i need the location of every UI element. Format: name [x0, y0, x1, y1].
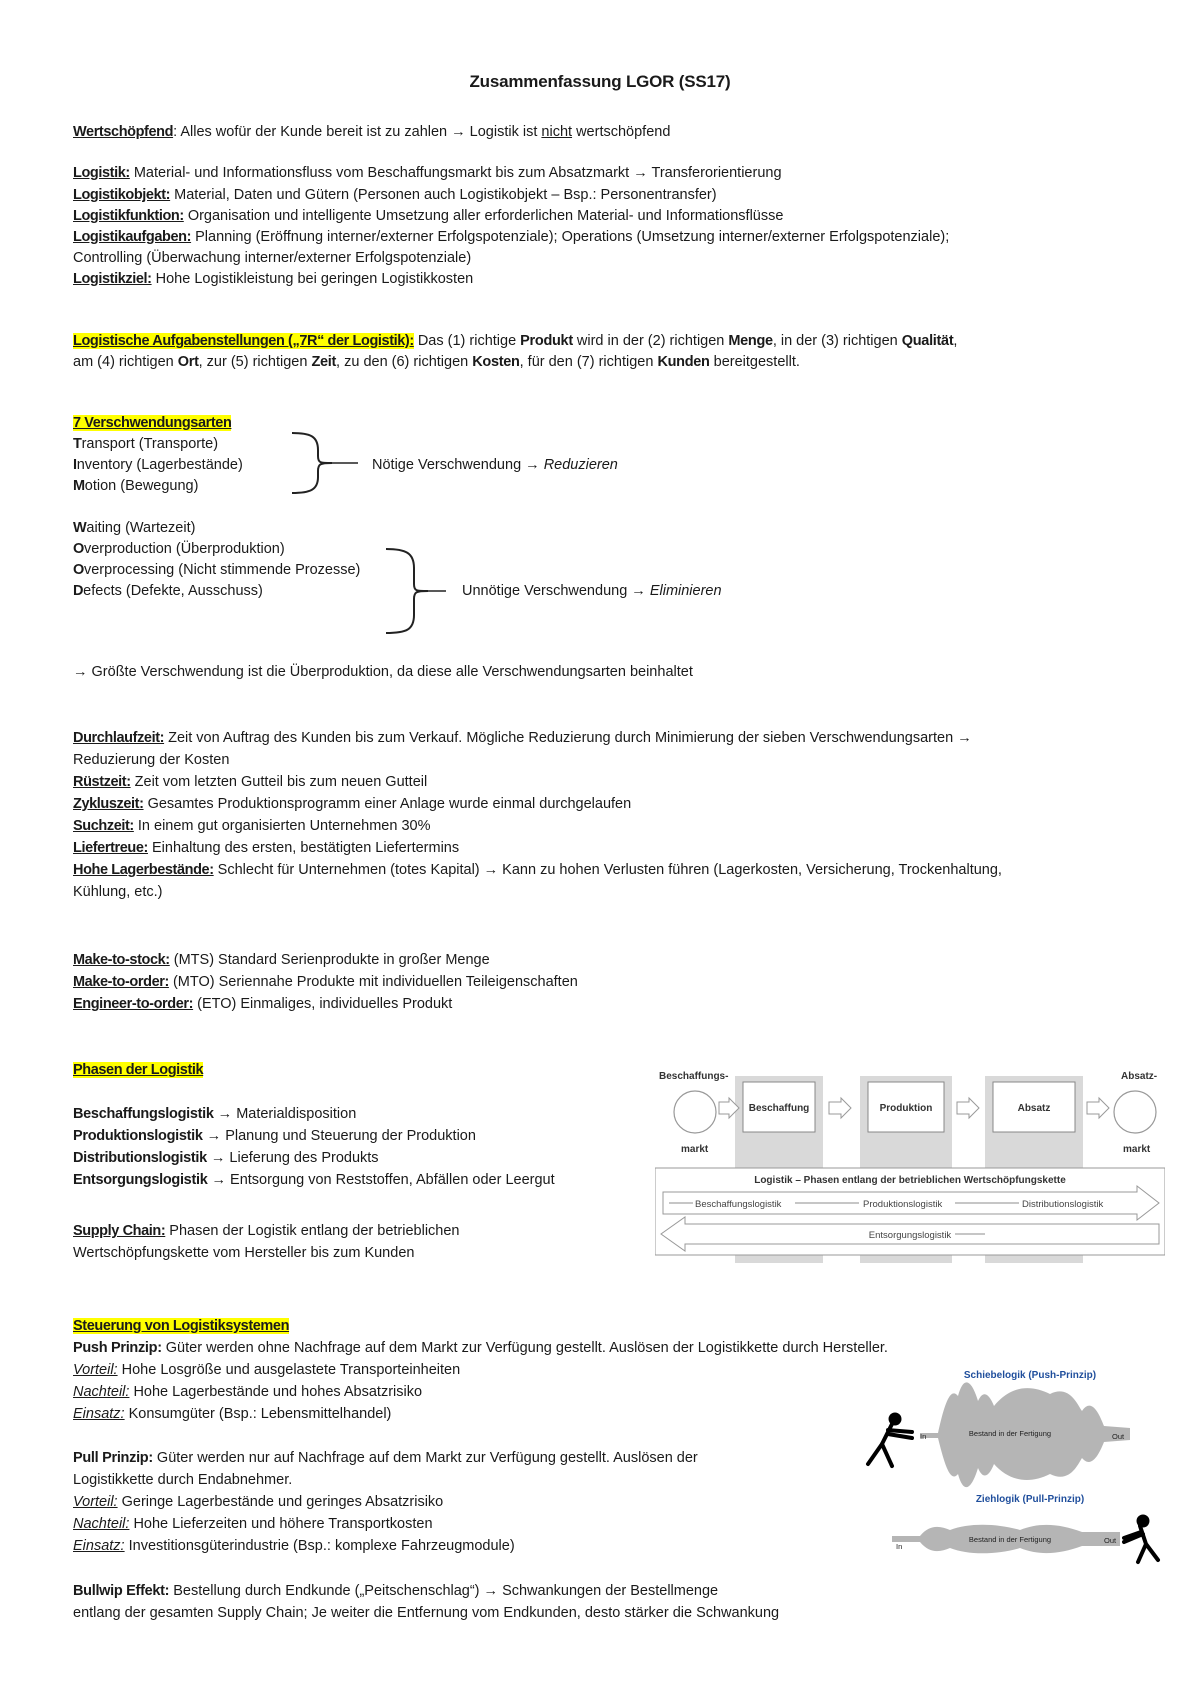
logistikobjekt-def [73, 184, 717, 206]
phase-text: → Lieferung des Produkts [206, 1150, 379, 1166]
arrow-produktionslogistik: Produktionslogistik [863, 1199, 943, 1210]
bullwip-def [73, 1580, 718, 1602]
r-text: bereitgestellt. [709, 354, 800, 370]
logistikziel-def [73, 268, 473, 290]
waste-item [73, 475, 198, 497]
waste-item [73, 433, 218, 455]
wertschoepfend-term: Wertschöpfend [73, 124, 174, 140]
push-out-label: Out [1112, 1432, 1125, 1441]
einsatz-label: Einsatz: [73, 1406, 125, 1422]
phase-term: Entsorgungslogistik [73, 1172, 208, 1188]
r-kunden: Kunden [657, 354, 710, 370]
waste-label: efects (Defekte, Ausschuss) [83, 583, 263, 599]
r-text: am (4) richtigen [73, 354, 178, 370]
bullwip-cont: entlang der gesamten Supply Chain; Je weiter die Entfernung vom Endkunden, desto stärker die Schwankung [73, 1605, 780, 1621]
waste-item [73, 559, 360, 581]
steuerung-heading [73, 1315, 289, 1337]
pull-text: Güter werden nur auf Nachfrage auf dem Markt zur Verfügung gestellt. Auslösen der [152, 1450, 698, 1466]
waste-label: nventory (Lagerbestände) [76, 457, 243, 473]
phase-term: Beschaffungslogistik [73, 1106, 214, 1122]
flow-arrow-icon [1087, 1098, 1109, 1118]
brace-group-1 [290, 430, 360, 496]
arrow-beschaffungslogistik: Beschaffungslogistik [695, 1199, 782, 1210]
lagerbestaende-def [73, 859, 1002, 881]
phase-term: Produktionslogistik [73, 1128, 203, 1144]
phase-text: → Materialdisposition [213, 1106, 357, 1122]
logistikziel-text: Hohe Logistikleistung bei geringen Logistikkosten [151, 271, 474, 287]
r-menge: Menge [728, 333, 773, 349]
durchlaufzeit-text: Zeit von Auftrag des Kunden bis zum Verkauf. Mögliche Reduzierung durch Minimierung der sieben Verschwendungsarten → [164, 730, 972, 746]
push-figure-title: Schiebelogik (Push-Prinzip) [963, 1370, 1097, 1381]
pull-center-label: Bestand in der Fertigung [968, 1535, 1052, 1544]
waste-initial: O [73, 541, 84, 557]
group1-label-text: Nötige Verschwendung → [372, 457, 544, 473]
ruestzeit-term: Rüstzeit: [73, 774, 131, 790]
suchzeit-def [73, 815, 430, 837]
phase-item [73, 1169, 555, 1191]
liefertreue-def [73, 837, 459, 859]
absatzmarkt-circle [1114, 1091, 1156, 1133]
phase-item [73, 1147, 379, 1169]
vorteil-label: Vorteil: [73, 1494, 118, 1510]
waste-item [73, 580, 263, 602]
pull-figure-title: Ziehlogik (Pull-Prinzip) [975, 1494, 1085, 1505]
phasen-heading-text: Phasen der Logistik [73, 1062, 204, 1078]
pull-vorteil [73, 1491, 443, 1513]
waste-label: ransport (Transporte) [81, 436, 219, 452]
wertschoepfend-tail: wertschöpfend [572, 124, 671, 140]
durchlaufzeit-term: Durchlaufzeit: [73, 730, 165, 746]
waste-item [73, 517, 195, 539]
waste-initial: O [73, 562, 84, 578]
eto-term: Engineer-to-order: [73, 996, 194, 1012]
push-text: Güter werden ohne Nachfrage auf dem Markt zur Verfügung gestellt. Auslösen der Logistikkette durch Hersteller. [161, 1340, 888, 1356]
supply-chain-term: Supply Chain: [73, 1223, 166, 1239]
pull-cont: Logistikkette durch Endabnehmer. [73, 1472, 293, 1488]
nicht-word: nicht [541, 124, 573, 140]
nachteil-label: Nachteil: [73, 1516, 130, 1532]
supply-chain-def [73, 1220, 460, 1242]
r-kosten: Kosten [472, 354, 520, 370]
mto-term: Make-to-order: [73, 974, 169, 990]
pull-def [73, 1447, 698, 1469]
phase-item [73, 1125, 476, 1147]
wertschoepfend-line [73, 121, 670, 143]
phasen-heading [73, 1059, 203, 1081]
flow-arrow-icon [829, 1098, 851, 1118]
logistikfunktion-text: Organisation und intelligente Umsetzung aller erforderlichen Material- und Informationsflüsse [183, 208, 784, 224]
waste-initial: I [73, 457, 77, 473]
pulling-person-icon [1124, 1515, 1158, 1562]
push-pull-figure [860, 1366, 1165, 1571]
r-text: , in der (3) richtigen [772, 333, 902, 349]
waste-initial: W [73, 520, 87, 536]
logistikziel-term: Logistikziel: [73, 271, 152, 287]
push-einsatz [73, 1403, 391, 1425]
arrow-entsorgungslogistik: Entsorgungslogistik [868, 1230, 952, 1241]
verschwendung-heading-text: 7 Verschwendungsarten [73, 415, 232, 431]
ruestzeit-text: Zeit vom letzten Gutteil bis zum neuen Gutteil [130, 774, 428, 790]
eto-def [73, 993, 452, 1015]
group1-label [372, 454, 618, 476]
nachteil-text: Hohe Lagerbestände und hohes Absatzrisiko [129, 1384, 423, 1400]
phase-item [73, 1103, 356, 1125]
beschaffungsmarkt-circle [674, 1091, 716, 1133]
bullwip-text: Bestellung durch Endkunde („Peitschenschlag“) → Schwankungen der Bestellmenge [169, 1583, 719, 1599]
logistik-def [73, 162, 782, 184]
right-market-label-2: markt [1123, 1144, 1151, 1155]
mts-def [73, 949, 490, 971]
bullwip-term: Bullwip Effekt: [73, 1583, 170, 1599]
left-market-label-2: markt [681, 1144, 709, 1155]
lagerbestaende-term: Hohe Lagerbestände: [73, 862, 214, 878]
r-text: , für den (7) richtigen [519, 354, 658, 370]
einsatz-label: Einsatz: [73, 1538, 125, 1554]
r-text: wird in der (2) richtigen [572, 333, 729, 349]
waste-initial: D [73, 583, 84, 599]
push-in-label: In [920, 1432, 927, 1441]
mto-text: (MTO) Seriennahe Produkte mit individuellen Teileigenschaften [168, 974, 578, 990]
r-ort: Ort [177, 354, 199, 370]
box-beschaffung-label: Beschaffung [748, 1103, 810, 1114]
logistikaufgaben-cont: Controlling (Überwachung interner/externer Erfolgspotenziale) [73, 250, 472, 266]
supply-chain-text: Phasen der Logistik entlang der betrieblichen [165, 1223, 460, 1239]
push-center-label: Bestand in der Fertigung [968, 1429, 1052, 1438]
r-zeit: Zeit [311, 354, 337, 370]
box-absatz-label: Absatz [1017, 1103, 1051, 1114]
group2-label [462, 580, 722, 602]
logistik-phasen-diagram [655, 1068, 1165, 1263]
group2-label-action: Eliminieren [649, 583, 722, 599]
push-nachteil [73, 1381, 422, 1403]
aufgabenstellungen-line-1 [73, 330, 957, 352]
r-text: , zu den (6) richtigen [336, 354, 473, 370]
liefertreue-term: Liefertreue: [73, 840, 148, 856]
pull-term: Pull Prinzip: [73, 1450, 153, 1466]
steuerung-heading-text: Steuerung von Logistiksystemen [73, 1318, 290, 1334]
zykluszeit-term: Zykluszeit: [73, 796, 144, 812]
waste-label: verproduction (Überproduktion) [83, 541, 285, 557]
ruestzeit-def [73, 771, 427, 793]
arrow-distributionslogistik: Distributionslogistik [1022, 1199, 1104, 1210]
lagerbestaende-text: Schlecht für Unternehmen (totes Kapital) → Kann zu hohen Verlusten führen (Lagerkosten, Versicherung, Trockenhaltung, [213, 862, 1002, 878]
logistikfunktion-def [73, 205, 783, 227]
logistikobjekt-term: Logistikobjekt: [73, 187, 171, 203]
r-text: , zur (5) richtigen [198, 354, 312, 370]
verschwendung-heading [73, 412, 231, 434]
push-def [73, 1337, 888, 1359]
supply-chain-cont: Wertschöpfungskette vom Hersteller bis zum Kunden [73, 1245, 415, 1261]
phase-text: → Planung und Steuerung der Produktion [202, 1128, 476, 1144]
group2-label-text: Unnötige Verschwendung → [462, 583, 650, 599]
push-term: Push Prinzip: [73, 1340, 162, 1356]
push-vorteil [73, 1359, 460, 1381]
eto-text: (ETO) Einmaliges, individuelles Produkt [193, 996, 453, 1012]
suchzeit-text: In einem gut organisierten Unternehmen 30% [133, 818, 431, 834]
right-market-label-1: Absatz- [1121, 1071, 1158, 1082]
aufgabenstellungen-term: Logistische Aufgabenstellungen („7R“ der Logistik): [73, 333, 414, 349]
r-qualitaet: Qualität [901, 333, 954, 349]
mts-term: Make-to-stock: [73, 952, 170, 968]
logistikaufgaben-text: Planning (Eröffnung interner/externer Erfolgspotenziale); Operations (Umsetzung interner/externer Erfolgspotenziale); [191, 229, 950, 245]
mto-def [73, 971, 578, 993]
r-text: , [953, 333, 958, 349]
flow-arrow-icon [957, 1098, 979, 1118]
banner-title: Logistik – Phasen entlang der betrieblichen Wertschöpfungskette [754, 1175, 1066, 1186]
vorteil-text: Geringe Lagerbestände und geringes Absatzrisiko [117, 1494, 444, 1510]
vorteil-label: Vorteil: [73, 1362, 118, 1378]
logistikaufgaben-def [73, 226, 949, 248]
nachteil-label: Nachteil: [73, 1384, 130, 1400]
verschwendung-note: → Größte Verschwendung ist die Überproduktion, da diese alle Verschwendungsarten beinhaltet [73, 664, 693, 680]
waste-label: aiting (Wartezeit) [86, 520, 196, 536]
phase-term: Distributionslogistik [73, 1150, 207, 1166]
waste-initial: T [73, 436, 82, 452]
r-text: Das (1) richtige [413, 333, 521, 349]
box-produktion-label: Produktion [879, 1103, 933, 1114]
einsatz-text: Investitionsgüterindustrie (Bsp.: komplexe Fahrzeugmodule) [124, 1538, 515, 1554]
durchlaufzeit-cont: Reduzierung der Kosten [73, 752, 230, 768]
waste-label: otion (Bewegung) [84, 478, 199, 494]
waste-item [73, 538, 285, 560]
suchzeit-term: Suchzeit: [73, 818, 134, 834]
logistik-term: Logistik: [73, 165, 130, 181]
zykluszeit-def [73, 793, 631, 815]
durchlaufzeit-def [73, 727, 972, 749]
group1-label-action: Reduzieren [543, 457, 618, 473]
pull-nachteil [73, 1513, 433, 1535]
aufgabenstellungen-line-2 [73, 351, 800, 373]
waste-item [73, 454, 243, 476]
wertschoepfend-text: : Alles wofür der Kunde bereit ist zu zahlen → Logistik ist [173, 124, 542, 140]
waste-label: verprocessing (Nicht stimmende Prozesse) [83, 562, 361, 578]
page-title: Zusammenfassung LGOR (SS17) [469, 72, 731, 91]
einsatz-text: Konsumgüter (Bsp.: Lebensmittelhandel) [124, 1406, 392, 1422]
left-market-label-1: Beschaffungs- [659, 1071, 729, 1082]
logistikaufgaben-term: Logistikaufgaben: [73, 229, 192, 245]
phase-text: → Entsorgung von Reststoffen, Abfällen oder Leergut [207, 1172, 555, 1188]
lagerbestaende-cont: Kühlung, etc.) [73, 884, 163, 900]
vorteil-text: Hohe Losgröße und ausgelastete Transporteinheiten [117, 1362, 461, 1378]
mts-text: (MTS) Standard Serienprodukte in großer Menge [169, 952, 490, 968]
pull-out-label: Out [1104, 1536, 1117, 1545]
logistik-text: Material- und Informationsfluss vom Beschaffungsmarkt bis zum Absatzmarkt → Transferorientierung [129, 165, 782, 181]
nachteil-text: Hohe Lieferzeiten und höhere Transportkosten [129, 1516, 433, 1532]
r-produkt: Produkt [520, 333, 573, 349]
zykluszeit-text: Gesamtes Produktionsprogramm einer Anlage wurde einmal durchgelaufen [143, 796, 632, 812]
brace-group-2 [384, 546, 454, 636]
logistikfunktion-term: Logistikfunktion: [73, 208, 184, 224]
waste-initial: M [73, 478, 85, 494]
pull-in-label: In [896, 1542, 903, 1551]
pull-einsatz [73, 1535, 515, 1557]
pushing-person-icon [868, 1413, 912, 1466]
liefertreue-text: Einhaltung des ersten, bestätigten Liefertermins [147, 840, 460, 856]
logistikobjekt-text: Material, Daten und Gütern (Personen auch Logistikobjekt – Bsp.: Personentransfer) [170, 187, 717, 203]
